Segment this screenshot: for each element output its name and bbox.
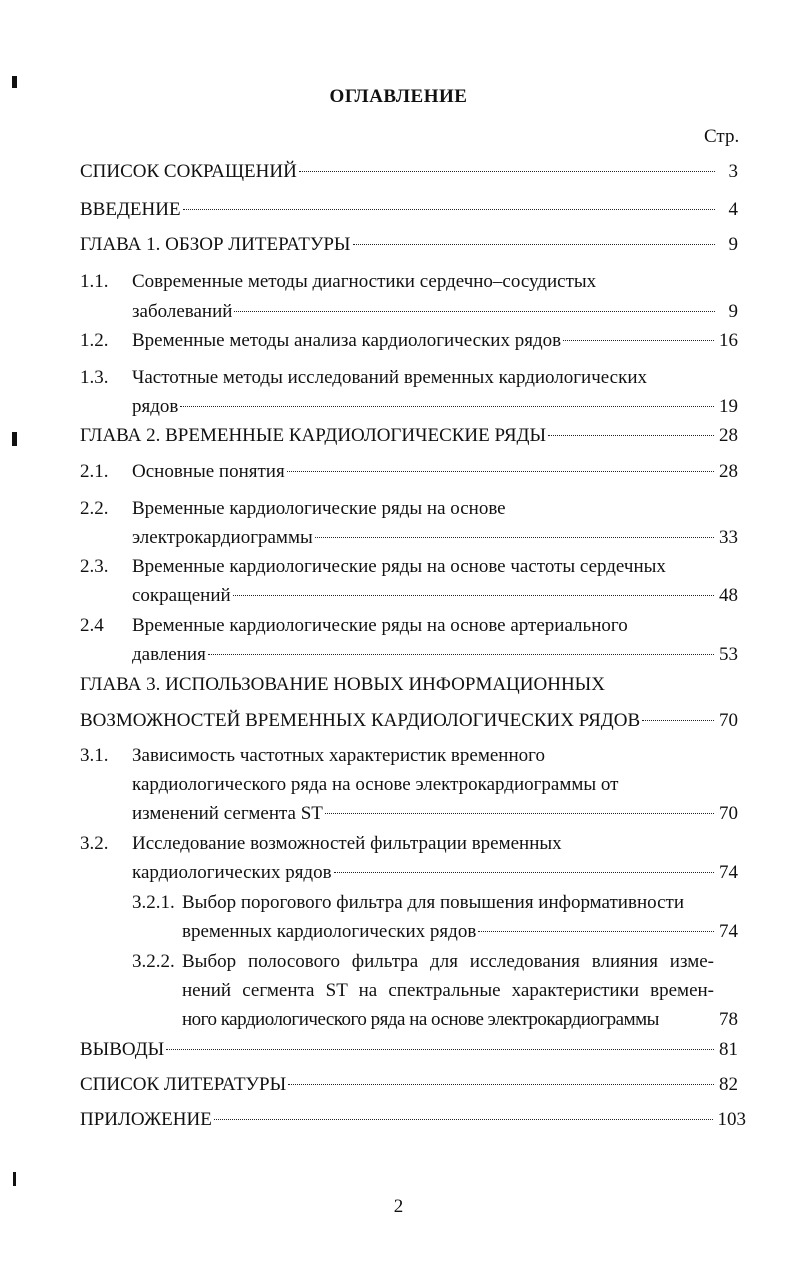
entry-page: 28 — [719, 461, 738, 482]
dot-leader — [548, 435, 714, 436]
entry-label: ВЫВОДЫ — [80, 1039, 165, 1060]
toc-title: ОГЛАВЛЕНИЕ — [329, 86, 468, 107]
toc-entry-chapter-1[interactable] — [80, 233, 738, 257]
dot-leader — [325, 813, 714, 814]
dot-leader — [166, 1049, 714, 1050]
entry-page: 70 — [719, 803, 738, 824]
entry-page: 82 — [719, 1074, 738, 1095]
toc-entry-3-2-2-line2[interactable]: нений сегмента ST на спектральные характеристики времен- — [182, 980, 714, 1001]
entry-page: 74 — [719, 862, 738, 883]
dot-leader — [234, 311, 715, 312]
toc-entry-chapter-3[interactable] — [80, 709, 738, 733]
entry-label: временных кардиологических рядов — [182, 921, 477, 942]
toc-entry-3-1-line2[interactable]: кардиологического ряда на основе электрокардиограммы от — [132, 774, 619, 795]
entry-label: ВОЗМОЖНОСТЕЙ ВРЕМЕННЫХ КАРДИОЛОГИЧЕСКИХ РЯДОВ — [80, 710, 641, 731]
entry-page: 53 — [719, 644, 738, 665]
page-column-label: Стр. — [704, 126, 740, 147]
scan-mark — [12, 432, 17, 446]
toc-entry-2-3[interactable] — [132, 584, 738, 608]
toc-entry-3-2[interactable] — [132, 861, 738, 885]
entry-page: 103 — [717, 1109, 746, 1130]
entry-page: 70 — [719, 710, 738, 731]
entry-label: СПИСОК СОКРАЩЕНИЙ — [80, 161, 297, 182]
entry-page: 74 — [719, 921, 738, 942]
toc-entry-chapter-2[interactable] — [80, 424, 738, 448]
section-number: 2.3. — [80, 556, 109, 577]
toc-entry-2-2-line1[interactable]: Временные кардиологические ряды на основе — [132, 498, 506, 519]
entry-label: Основные понятия — [132, 461, 285, 482]
entry-label: ГЛАВА 1. ОБЗОР ЛИТЕРАТУРЫ — [80, 234, 351, 255]
dot-leader — [287, 471, 714, 472]
entry-page: 9 — [728, 301, 738, 322]
dot-leader — [315, 537, 714, 538]
section-number: 2.1. — [80, 461, 109, 482]
toc-entry-1-2[interactable] — [132, 329, 738, 353]
entry-page: 9 — [728, 234, 738, 255]
entry-page: 4 — [728, 199, 738, 220]
entry-page: 78 — [719, 1009, 738, 1030]
section-number: 3.1. — [80, 745, 109, 766]
entry-label: ного кардиологического ряда на основе электрокардиограммы — [182, 1009, 659, 1030]
toc-entry-references[interactable] — [80, 1073, 738, 1097]
dot-leader — [353, 244, 716, 245]
toc-entry-appendix[interactable] — [80, 1108, 746, 1132]
section-number: 3.2.1. — [132, 892, 175, 913]
toc-entry-1-1[interactable] — [132, 300, 738, 324]
toc-entry-3-1-line1[interactable]: Зависимость частотных характеристик временного — [132, 745, 545, 766]
toc-entry-conclusions[interactable] — [80, 1038, 738, 1062]
toc-entry-1-3-line1[interactable]: Частотные методы исследований временных кардиологических — [132, 367, 648, 388]
toc-entry-abbreviations[interactable] — [80, 160, 738, 184]
entry-label: давления — [132, 644, 206, 665]
toc-entry-1-3[interactable] — [132, 395, 738, 419]
entry-label: электрокардиограммы — [132, 527, 313, 548]
entry-label: ВВЕДЕНИЕ — [80, 199, 181, 220]
toc-entry-2-4-line1[interactable]: Временные кардиологические ряды на основе артериального — [132, 615, 628, 636]
dot-leader — [563, 340, 714, 341]
entry-label: ГЛАВА 2. ВРЕМЕННЫЕ КАРДИОЛОГИЧЕСКИЕ РЯДЫ — [80, 425, 547, 446]
entry-label: кардиологических рядов — [132, 862, 332, 883]
dot-leader — [214, 1119, 713, 1120]
toc-entry-1-1-line1[interactable]: Современные методы диагностики сердечно–сосудистых — [132, 271, 597, 292]
entry-label: ПРИЛОЖЕНИЕ — [80, 1109, 212, 1130]
entry-page: 3 — [728, 161, 738, 182]
section-number: 2.4 — [80, 615, 104, 636]
toc-entry-3-2-line1[interactable]: Исследование возможностей фильтрации временных — [132, 833, 562, 854]
entry-page: 16 — [719, 330, 738, 351]
dot-leader — [478, 931, 714, 932]
dot-leader — [299, 171, 715, 172]
dot-leader — [208, 654, 714, 655]
toc-entry-3-2-1-line1[interactable]: Выбор порогового фильтра для повышения информативности — [182, 892, 684, 913]
section-number: 2.2. — [80, 498, 109, 519]
section-number: 3.2. — [80, 833, 109, 854]
scan-mark — [13, 1172, 16, 1186]
toc-entry-chapter-3-line1[interactable]: ГЛАВА 3. ИСПОЛЬЗОВАНИЕ НОВЫХ ИНФОРМАЦИОННЫХ — [80, 674, 605, 695]
page-number: 2 — [393, 1196, 404, 1217]
entry-label: Временные методы анализа кардиологических рядов — [132, 330, 562, 351]
entry-label: изменений сегмента ST — [132, 803, 323, 824]
entry-page: 48 — [719, 585, 738, 606]
toc-entry-introduction[interactable] — [80, 198, 738, 222]
dot-leader — [233, 595, 714, 596]
toc-entry-2-3-line1[interactable]: Временные кардиологические ряды на основе частоты сердечных — [132, 556, 666, 577]
toc-entry-2-1[interactable] — [132, 460, 738, 484]
entry-page: 33 — [719, 527, 738, 548]
dot-leader — [183, 209, 715, 210]
section-number: 1.3. — [80, 367, 109, 388]
dot-leader — [180, 406, 714, 407]
toc-entry-3-2-2[interactable] — [182, 1008, 738, 1032]
section-number: 1.2. — [80, 330, 109, 351]
section-number: 3.2.2. — [132, 951, 175, 972]
entry-page: 19 — [719, 396, 738, 417]
toc-entry-3-2-2-line1[interactable]: Выбор полосового фильтра для исследования влияния изме- — [182, 951, 714, 972]
entry-label: сокращений — [132, 585, 231, 606]
toc-entry-3-1[interactable] — [132, 802, 738, 826]
entry-label: рядов — [132, 396, 179, 417]
dot-leader — [334, 872, 714, 873]
entry-label: СПИСОК ЛИТЕРАТУРЫ — [80, 1074, 287, 1095]
entry-label: заболеваний — [132, 301, 233, 322]
toc-entry-2-2[interactable] — [132, 526, 738, 550]
dot-leader — [288, 1084, 714, 1085]
entry-page: 81 — [719, 1039, 738, 1060]
section-number: 1.1. — [80, 271, 109, 292]
toc-entry-3-2-1[interactable] — [182, 920, 738, 944]
toc-entry-2-4[interactable] — [132, 643, 738, 667]
dot-leader — [642, 720, 714, 721]
entry-page: 28 — [719, 425, 738, 446]
